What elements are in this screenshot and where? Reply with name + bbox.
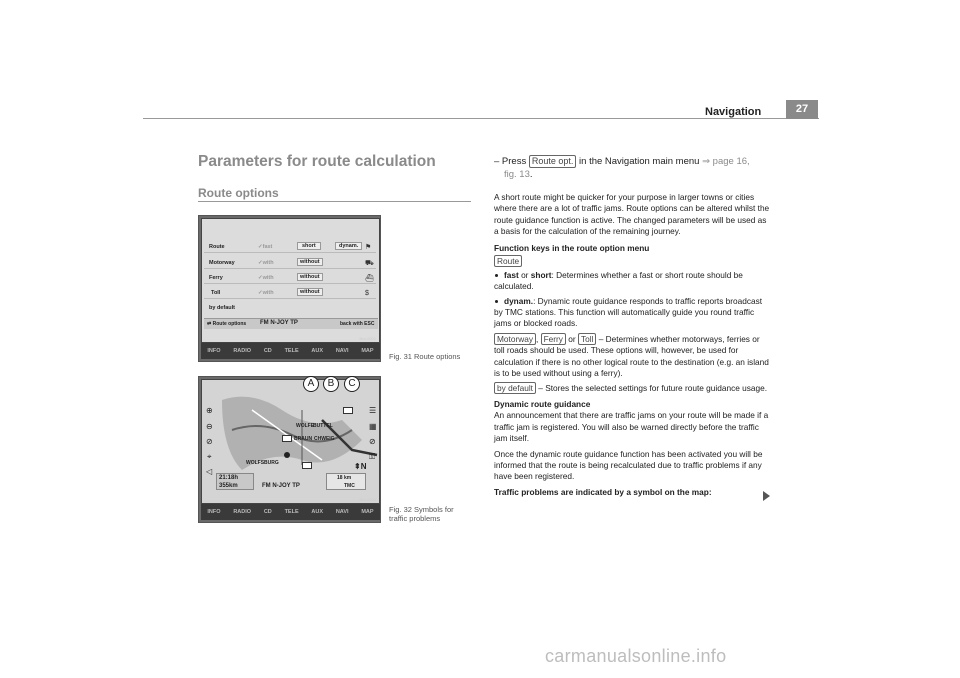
row-by-default bbox=[204, 302, 376, 314]
trip-info-box bbox=[216, 473, 254, 490]
row-label: Route bbox=[209, 244, 225, 250]
route-options-screen bbox=[201, 218, 380, 343]
tmc-box bbox=[326, 473, 366, 490]
map-label: WOLFSBURG bbox=[246, 460, 279, 466]
softkey-info: INFO bbox=[207, 509, 221, 515]
traffic-symbol-icon bbox=[343, 407, 353, 414]
figure-traffic-symbols bbox=[198, 376, 381, 523]
function-keys-heading: Function keys in the route option menu bbox=[494, 243, 650, 253]
dynamic-paragraph-1: An announcement that there are traffic jams on your route will be made if a traffic jam is registered. You will also be warned directly before the traffic jam itself. bbox=[494, 410, 769, 444]
watermark: carmanualsonline.info bbox=[545, 646, 727, 666]
figure-code: Bra-0001 bbox=[359, 336, 376, 341]
eta-time: 21:18h bbox=[219, 475, 239, 481]
pin-icon: ⌖ bbox=[207, 452, 212, 461]
next-page-arrow-icon bbox=[763, 491, 770, 501]
softkey-tele: TELE bbox=[284, 509, 299, 515]
row-ferry bbox=[204, 272, 376, 284]
row-route bbox=[204, 241, 376, 253]
page-number: 27 bbox=[786, 100, 818, 119]
map-label: BUTTEL bbox=[313, 423, 333, 429]
route-options-label: ⇄ Route options bbox=[207, 321, 247, 327]
row-toll bbox=[204, 287, 376, 299]
map-label: WOLFE bbox=[296, 423, 315, 429]
bullet-icon bbox=[495, 274, 498, 277]
detail-icon: ⚿ bbox=[369, 452, 376, 461]
route-icon: ⚑ bbox=[365, 244, 372, 251]
row-label: by default bbox=[209, 305, 235, 311]
dynamic-paragraph-2: Once the dynamic route guidance function has been activated you will be informed that the route is being recalculated due to traffic problems if any have been registered. bbox=[494, 448, 763, 482]
radio-station: FM N-JOY TP bbox=[262, 483, 300, 489]
softkey-cd: CD bbox=[263, 348, 272, 354]
intro-paragraph: A short route might be quicker for your purpose in larger towns or cities where there are a lot of traffic jams. Route options can be altered whilst the route guidance function is active. The changed parameters will be used as a basis for the calculation of the remaining journey. bbox=[494, 192, 770, 237]
remaining-distance: 355km bbox=[219, 483, 238, 489]
softkey-navi: NAVI bbox=[335, 348, 349, 354]
bullet-icon bbox=[495, 300, 498, 303]
traffic-problems-heading: Traffic problems are indicated by a symbol on the map: bbox=[494, 486, 712, 497]
speaker-icon: ◁ bbox=[206, 467, 213, 476]
callout-c: C bbox=[344, 376, 360, 392]
softkey-bar bbox=[201, 343, 380, 359]
option-short: short bbox=[297, 242, 321, 250]
option-with: ✓with bbox=[258, 290, 274, 296]
softkey-navi: NAVI bbox=[335, 509, 349, 515]
header-rule bbox=[143, 118, 819, 119]
toll-icon: $ bbox=[365, 290, 369, 297]
motorway-icon: ⛟ bbox=[365, 260, 374, 267]
softkey-map: MAP bbox=[361, 348, 374, 354]
page-reference[interactable]: ⇒ page 16, bbox=[702, 156, 750, 167]
option-dynam: dynam. bbox=[335, 242, 362, 250]
map-label: CHWEIG bbox=[314, 436, 335, 442]
tmc-label: TMC bbox=[344, 483, 355, 489]
by-default-key: by default bbox=[494, 382, 536, 394]
ferry-key: Ferry bbox=[541, 333, 566, 345]
function-keys-section: Function keys in the route option menu Route fast or short: Determines whether a fast or short route should be calculated. dynam.: Dynamic route guidance responds to traffic reports broadcast by TMC stations. This function will automatically guide you round traffic jams or blocked roads. Motorway , Ferry or Toll – Determines whether motorways, ferries or toll roads should be used. These options will, however, be used for calculation if there is no other logical route to the destination (e.g. an island is to be used without using a ferry). by default – Stores the selected settings for future route guidance usage. Dynamic route guidance An announcement that there are traffic jams on your route will be made if a traffic jam is registered. You will also be warned directly before the traffic jam itself. Once the dynamic route guidance function has been activated you will be informed that the route is being recalculated due to traffic problems if any have been registered. Traffic problems are indicated by a symbol on the map: bbox=[494, 243, 769, 497]
no-entry-icon: ⊘ bbox=[369, 437, 376, 446]
softkey-map: MAP bbox=[361, 509, 374, 515]
softkey-aux: AUX bbox=[311, 509, 324, 515]
toll-key: Toll bbox=[578, 333, 596, 345]
figure-caption-31: Fig. 31 Route options bbox=[389, 352, 461, 361]
radio-station: FM N-JOY TP bbox=[260, 320, 298, 326]
instruction-step: – Press Route opt. in the Navigation main menu ⇒ page 16, fig. 13. bbox=[494, 156, 750, 180]
softkey-cd: CD bbox=[263, 509, 272, 515]
zoom-out-icon: ⊖ bbox=[206, 422, 213, 431]
motorway-key: Motorway bbox=[494, 333, 536, 345]
ferry-icon: ⛴ bbox=[365, 275, 374, 282]
row-label: Toll bbox=[211, 290, 221, 296]
option-without: without bbox=[297, 273, 323, 281]
page-heading: Parameters for route calculation bbox=[198, 153, 436, 170]
map-screen bbox=[201, 379, 380, 504]
subheading-rule bbox=[198, 201, 471, 202]
screen-status-bar bbox=[204, 318, 378, 329]
north-icon: ⇞N bbox=[354, 462, 367, 471]
section-subheading: Route options bbox=[198, 186, 279, 200]
softkey-tele: TELE bbox=[284, 348, 299, 354]
figure-reference[interactable]: fig. 13 bbox=[504, 169, 530, 180]
row-label: Ferry bbox=[209, 275, 223, 281]
back-with-esc: back with ESC bbox=[340, 321, 375, 327]
callout-b: B bbox=[323, 376, 339, 392]
tmc-distance: 18 km bbox=[337, 475, 352, 481]
route-opt-key: Route opt. bbox=[529, 155, 577, 168]
option-without: without bbox=[297, 258, 323, 266]
list-icon: ☰ bbox=[369, 406, 377, 415]
row-label: Motorway bbox=[209, 260, 235, 266]
map-label: BRAUN bbox=[294, 436, 313, 442]
zoom-icon: ⊘ bbox=[206, 437, 213, 446]
figure-caption-32: Fig. 32 Symbols for traffic problems bbox=[389, 505, 454, 523]
dynamic-heading: Dynamic route guidance bbox=[494, 398, 591, 409]
option-fast: ✓fast bbox=[258, 244, 273, 250]
traffic-symbol-icon bbox=[282, 435, 292, 442]
route-key: Route bbox=[494, 255, 522, 267]
section-title: Navigation bbox=[705, 106, 762, 118]
softkey-radio: RADIO bbox=[233, 509, 252, 515]
softkey-aux: AUX bbox=[311, 348, 324, 354]
option-with: ✓with bbox=[258, 260, 274, 266]
softkey-bar bbox=[201, 504, 380, 520]
traffic-symbol-icon bbox=[302, 462, 312, 469]
row-motorway bbox=[204, 257, 376, 269]
zoom-in-icon: ⊕ bbox=[206, 406, 213, 415]
option-with: ✓with bbox=[258, 275, 274, 281]
option-without: without bbox=[297, 288, 323, 296]
callout-a: A bbox=[303, 376, 319, 392]
figure-code: Bra-0002 bbox=[359, 497, 376, 502]
figure-route-options bbox=[198, 215, 381, 362]
softkey-radio: RADIO bbox=[233, 348, 252, 354]
softkey-info: INFO bbox=[207, 348, 221, 354]
grid-icon: ▦ bbox=[369, 422, 377, 431]
